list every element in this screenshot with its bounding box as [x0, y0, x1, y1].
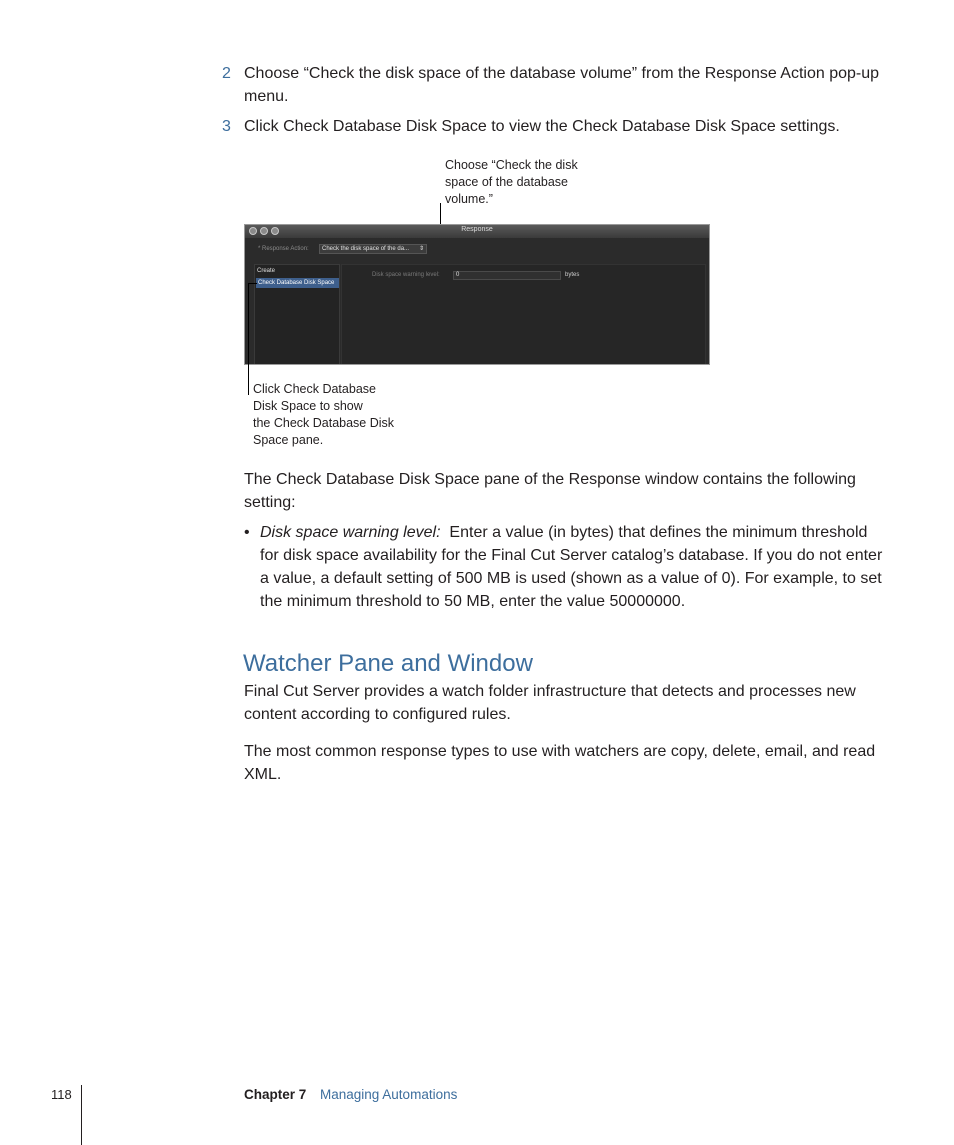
callout-line: volume.”	[445, 192, 493, 206]
response-action-label: * Response Action:	[258, 246, 309, 252]
list-item-check-database-disk-space: Check Database Disk Space	[256, 278, 339, 288]
disk-space-warning-label: Disk space warning level:	[372, 272, 440, 278]
callout-top	[445, 157, 578, 208]
response-window-screenshot	[244, 224, 710, 365]
page-number: 118	[51, 1087, 72, 1102]
callout-line: Disk Space to show	[253, 399, 363, 413]
list-item-create: Create	[257, 268, 276, 274]
footer-divider	[81, 1085, 82, 1145]
window-titlebar	[245, 225, 709, 238]
footer-section-title: Managing Automations	[320, 1087, 458, 1102]
bullet-line: for disk space availability for the Final Cut Server catalog’s database. If you do not enter	[260, 547, 883, 564]
callout-line: space of the database	[445, 175, 569, 189]
callout-line: the Check Database Disk	[253, 416, 395, 430]
window-title: Response	[461, 226, 493, 233]
bullet-line: Enter a value (in bytes) that defines the minimum threshold	[449, 524, 868, 541]
disk-space-warning-field: 0	[453, 271, 561, 280]
step-number: 2	[222, 65, 231, 82]
response-list	[254, 264, 340, 365]
step-number: 3	[222, 118, 231, 135]
intro-paragraph: The Check Database Disk Space pane of the Response window contains the following setting:	[244, 471, 856, 511]
bullet-term: Disk space warning level:	[260, 524, 441, 541]
callout-bottom-leader-vertical	[248, 283, 249, 395]
callout-line: Choose “Check the disk	[445, 158, 578, 172]
callout-bottom-leader-horizontal	[248, 283, 257, 284]
bullet-line: the minimum threshold to 50 MB, enter the value 50000000.	[260, 593, 686, 610]
bullet-marker: •	[244, 524, 250, 541]
response-action-popup	[319, 244, 427, 254]
section-paragraph-1: Final Cut Server provides a watch folder infrastructure that detects and processes new content according to configured rules.	[244, 683, 856, 723]
section-heading: Watcher Pane and Window	[243, 650, 533, 677]
popup-arrows-icon: ⇕	[418, 246, 424, 252]
step-text: Choose “Check the disk space of the database volume” from the Response Action pop-up menu.	[244, 65, 880, 105]
callout-line: Space pane.	[253, 433, 324, 447]
callout-line: Click Check Database	[253, 382, 376, 396]
bytes-unit-label: bytes	[565, 272, 580, 278]
footer-chapter: Chapter 7	[244, 1087, 307, 1102]
step-text: Click Check Database Disk Space to view the Check Database Disk Space settings.	[244, 118, 840, 135]
settings-pane	[341, 264, 706, 365]
popup-value: Check the disk space of the da...	[322, 246, 410, 252]
section-paragraph-2: The most common response types to use with watchers are copy, delete, email, and read XML.	[244, 743, 876, 783]
callout-bottom	[253, 381, 394, 449]
bullet-line: a value, a default setting of 500 MB is used (shown as a value of 0). For example, to set	[260, 570, 882, 587]
